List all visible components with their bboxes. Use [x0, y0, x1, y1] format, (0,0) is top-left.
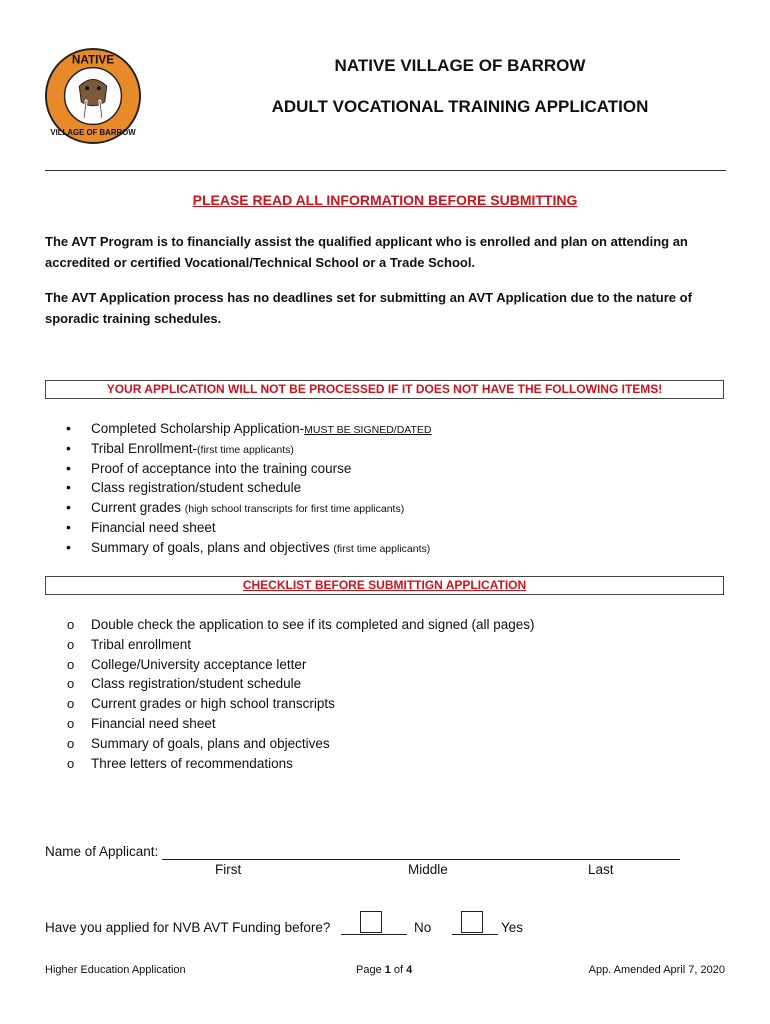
applicant-name-field[interactable] — [162, 859, 680, 860]
list-item: • Financial need sheet — [66, 518, 726, 538]
checklist-banner: CHECKLIST BEFORE SUBMITTIGN APPLICATION — [45, 576, 724, 595]
list-item: o College/University acceptance letter — [66, 655, 726, 675]
list-item: • Summary of goals, plans and objectives (first time applicants) — [66, 538, 726, 558]
no-answer-line — [341, 934, 407, 935]
native-village-of-barrow-seal — [44, 47, 142, 145]
list-item: • Current grades (high school transcripts for first time applicants) — [66, 498, 726, 518]
required-items-list — [66, 419, 726, 558]
page-title: ADULT VOCATIONAL TRAINING APPLICATION — [271, 97, 649, 116]
list-item: • Completed Scholarship Application-MUST BE SIGNED/DATED — [66, 419, 726, 439]
yes-answer-line — [452, 934, 498, 935]
list-item: o Tribal enrollment — [66, 635, 726, 655]
header-divider — [45, 170, 726, 171]
seal-bottom-text: VILLAGE OF BARROW — [50, 128, 136, 138]
footer-right: App. Amended April 7, 2020 — [588, 964, 725, 976]
list-item: o Summary of goals, plans and objectives — [66, 734, 726, 754]
list-item: • Proof of acceptance into the training course — [66, 459, 726, 479]
middle-name-label: Middle — [408, 862, 448, 877]
org-name: NATIVE VILLAGE OF BARROW — [334, 56, 586, 75]
no-label: No — [414, 920, 432, 935]
deadline-description: The AVT Application process has no deadlines set for submitting an AVT Application due to the nature of sporadic training schedules. — [45, 290, 692, 326]
list-item: o Class registration/student schedule — [66, 674, 726, 694]
required-items-banner: YOUR APPLICATION WILL NOT BE PROCESSED IF IT DOES NOT HAVE THE FOLLOWING ITEMS! — [45, 380, 724, 399]
list-item: • Class registration/student schedule — [66, 478, 726, 498]
checklist — [66, 615, 726, 773]
first-name-label: First — [215, 862, 242, 877]
list-item: o Three letters of recommendations — [66, 754, 726, 774]
prior-funding-question: Have you applied for NVB AVT Funding before? — [45, 920, 331, 935]
list-item: o Double check the application to see if its completed and signed (all pages) — [66, 615, 726, 635]
yes-checkbox[interactable] — [461, 911, 483, 933]
yes-label: Yes — [501, 920, 524, 935]
applicant-name-label: Name of Applicant: — [45, 844, 159, 859]
read-notice: PLEASE READ ALL INFORMATION BEFORE SUBMITTING — [192, 192, 578, 208]
footer-left: Higher Education Application — [45, 964, 186, 976]
no-checkbox[interactable] — [360, 911, 382, 933]
list-item: o Financial need sheet — [66, 714, 726, 734]
program-description: The AVT Program is to financially assist the qualified applicant who is enrolled and plan on attending an accredited or certified Vocational/Technical School or a Trade School. — [45, 234, 688, 270]
list-item: o Current grades or high school transcripts — [66, 694, 726, 714]
page-number: Page 1 of 4 — [356, 964, 413, 976]
seal-top-text: NATIVE — [71, 53, 115, 67]
list-item: • Tribal Enrollment-(first time applicants) — [66, 439, 726, 459]
last-name-label: Last — [588, 862, 614, 877]
